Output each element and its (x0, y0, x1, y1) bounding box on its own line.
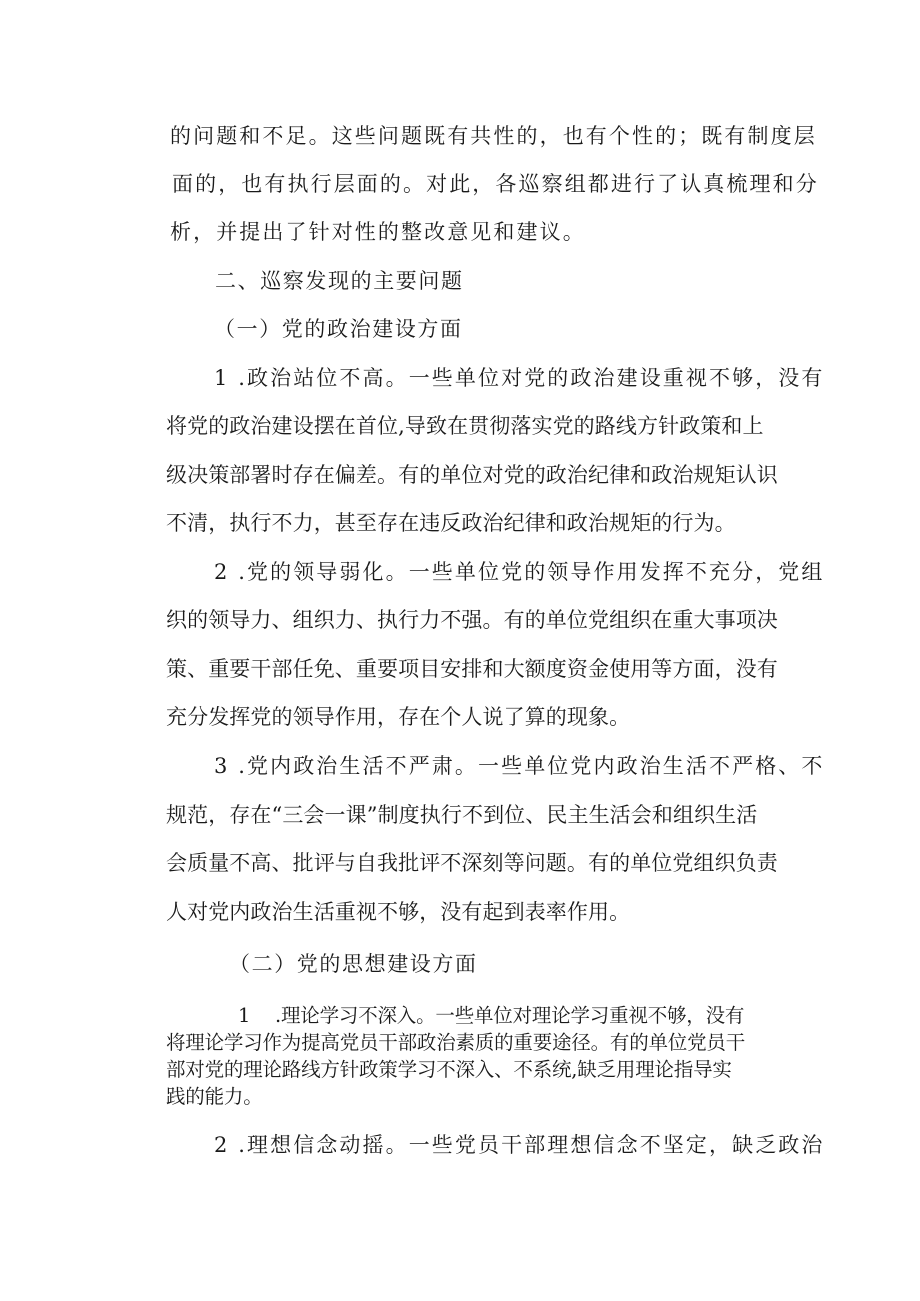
subsection-heading: （一）党的政治建设方面 (214, 317, 463, 341)
subsection-heading: （二）党的思想建设方面 (229, 952, 478, 976)
paragraph-line: 2 .党的领导弱化。一些单位党的领导作用发挥不充分，党组 (214, 560, 825, 584)
paragraph-line: 充分发挥党的领导作用，存在个人说了算的现象。 (166, 705, 631, 729)
paragraph-line: 践的能力。 (166, 1085, 263, 1108)
paragraph-line: 策、重要干部任免、重要项目安排和大额度资金使用等方面，没有 (166, 657, 778, 681)
paragraph-line: 不清，执行不力，甚至存在违反政治纪律和政治规矩的行为。 (166, 511, 736, 535)
paragraph-line: 人对党内政治生活重视不够，没有起到表率作用。 (166, 900, 631, 924)
section-heading: 二、巡察发现的主要问题 (215, 269, 464, 293)
paragraph-line: 面的，也有执行层面的。对此，各巡察组都进行了认真梳理和分 (172, 172, 819, 196)
paragraph-line: 3 .党内政治生活不严肃。一些单位党内政治生活不严格、不 (214, 754, 825, 778)
list-number: 1 (238, 1004, 251, 1027)
paragraph-line: 1 .政治站位不高。一些单位对党的政治建设重视不够，没有 (214, 366, 825, 390)
paragraph-line: 2 .理想信念动摇。一些党员干部理想信念不坚定，缺乏政治 (214, 1133, 825, 1157)
paragraph-line: 会质量不高、批评与自我批评不深刻等问题。有的单位党组织负责 (166, 851, 778, 875)
paragraph-line: .理论学习不深入。一些单位对理论学习重视不够，没有 (275, 1004, 745, 1027)
paragraph-line: 的问题和不足。这些问题既有共性的，也有个性的；既有制度层 (170, 124, 817, 148)
paragraph-line: 织的领导力、组织力、执行力不强。有的单位党组织在重大事项决 (166, 608, 778, 632)
paragraph-line: 析，并提出了针对性的整改意见和建议。 (170, 220, 586, 244)
paragraph-line: 将理论学习作为提高党员干部政治素质的重要途径。有的单位党员干 (166, 1031, 746, 1054)
paragraph-line: 将党的政治建设摆在首位,导致在贯彻落实党的路线方针政策和上 (166, 414, 764, 438)
paragraph-line: 级决策部署时存在偏差。有的单位对党的政治纪律和政治规矩认识 (166, 463, 778, 487)
paragraph-line: 部对党的理论路线方针政策学习不深入、不系统,缺乏用理论指导实 (166, 1058, 732, 1081)
paragraph-line: 规范，存在“三会一课”制度执行不到位、民主生活会和组织生活 (166, 803, 758, 827)
